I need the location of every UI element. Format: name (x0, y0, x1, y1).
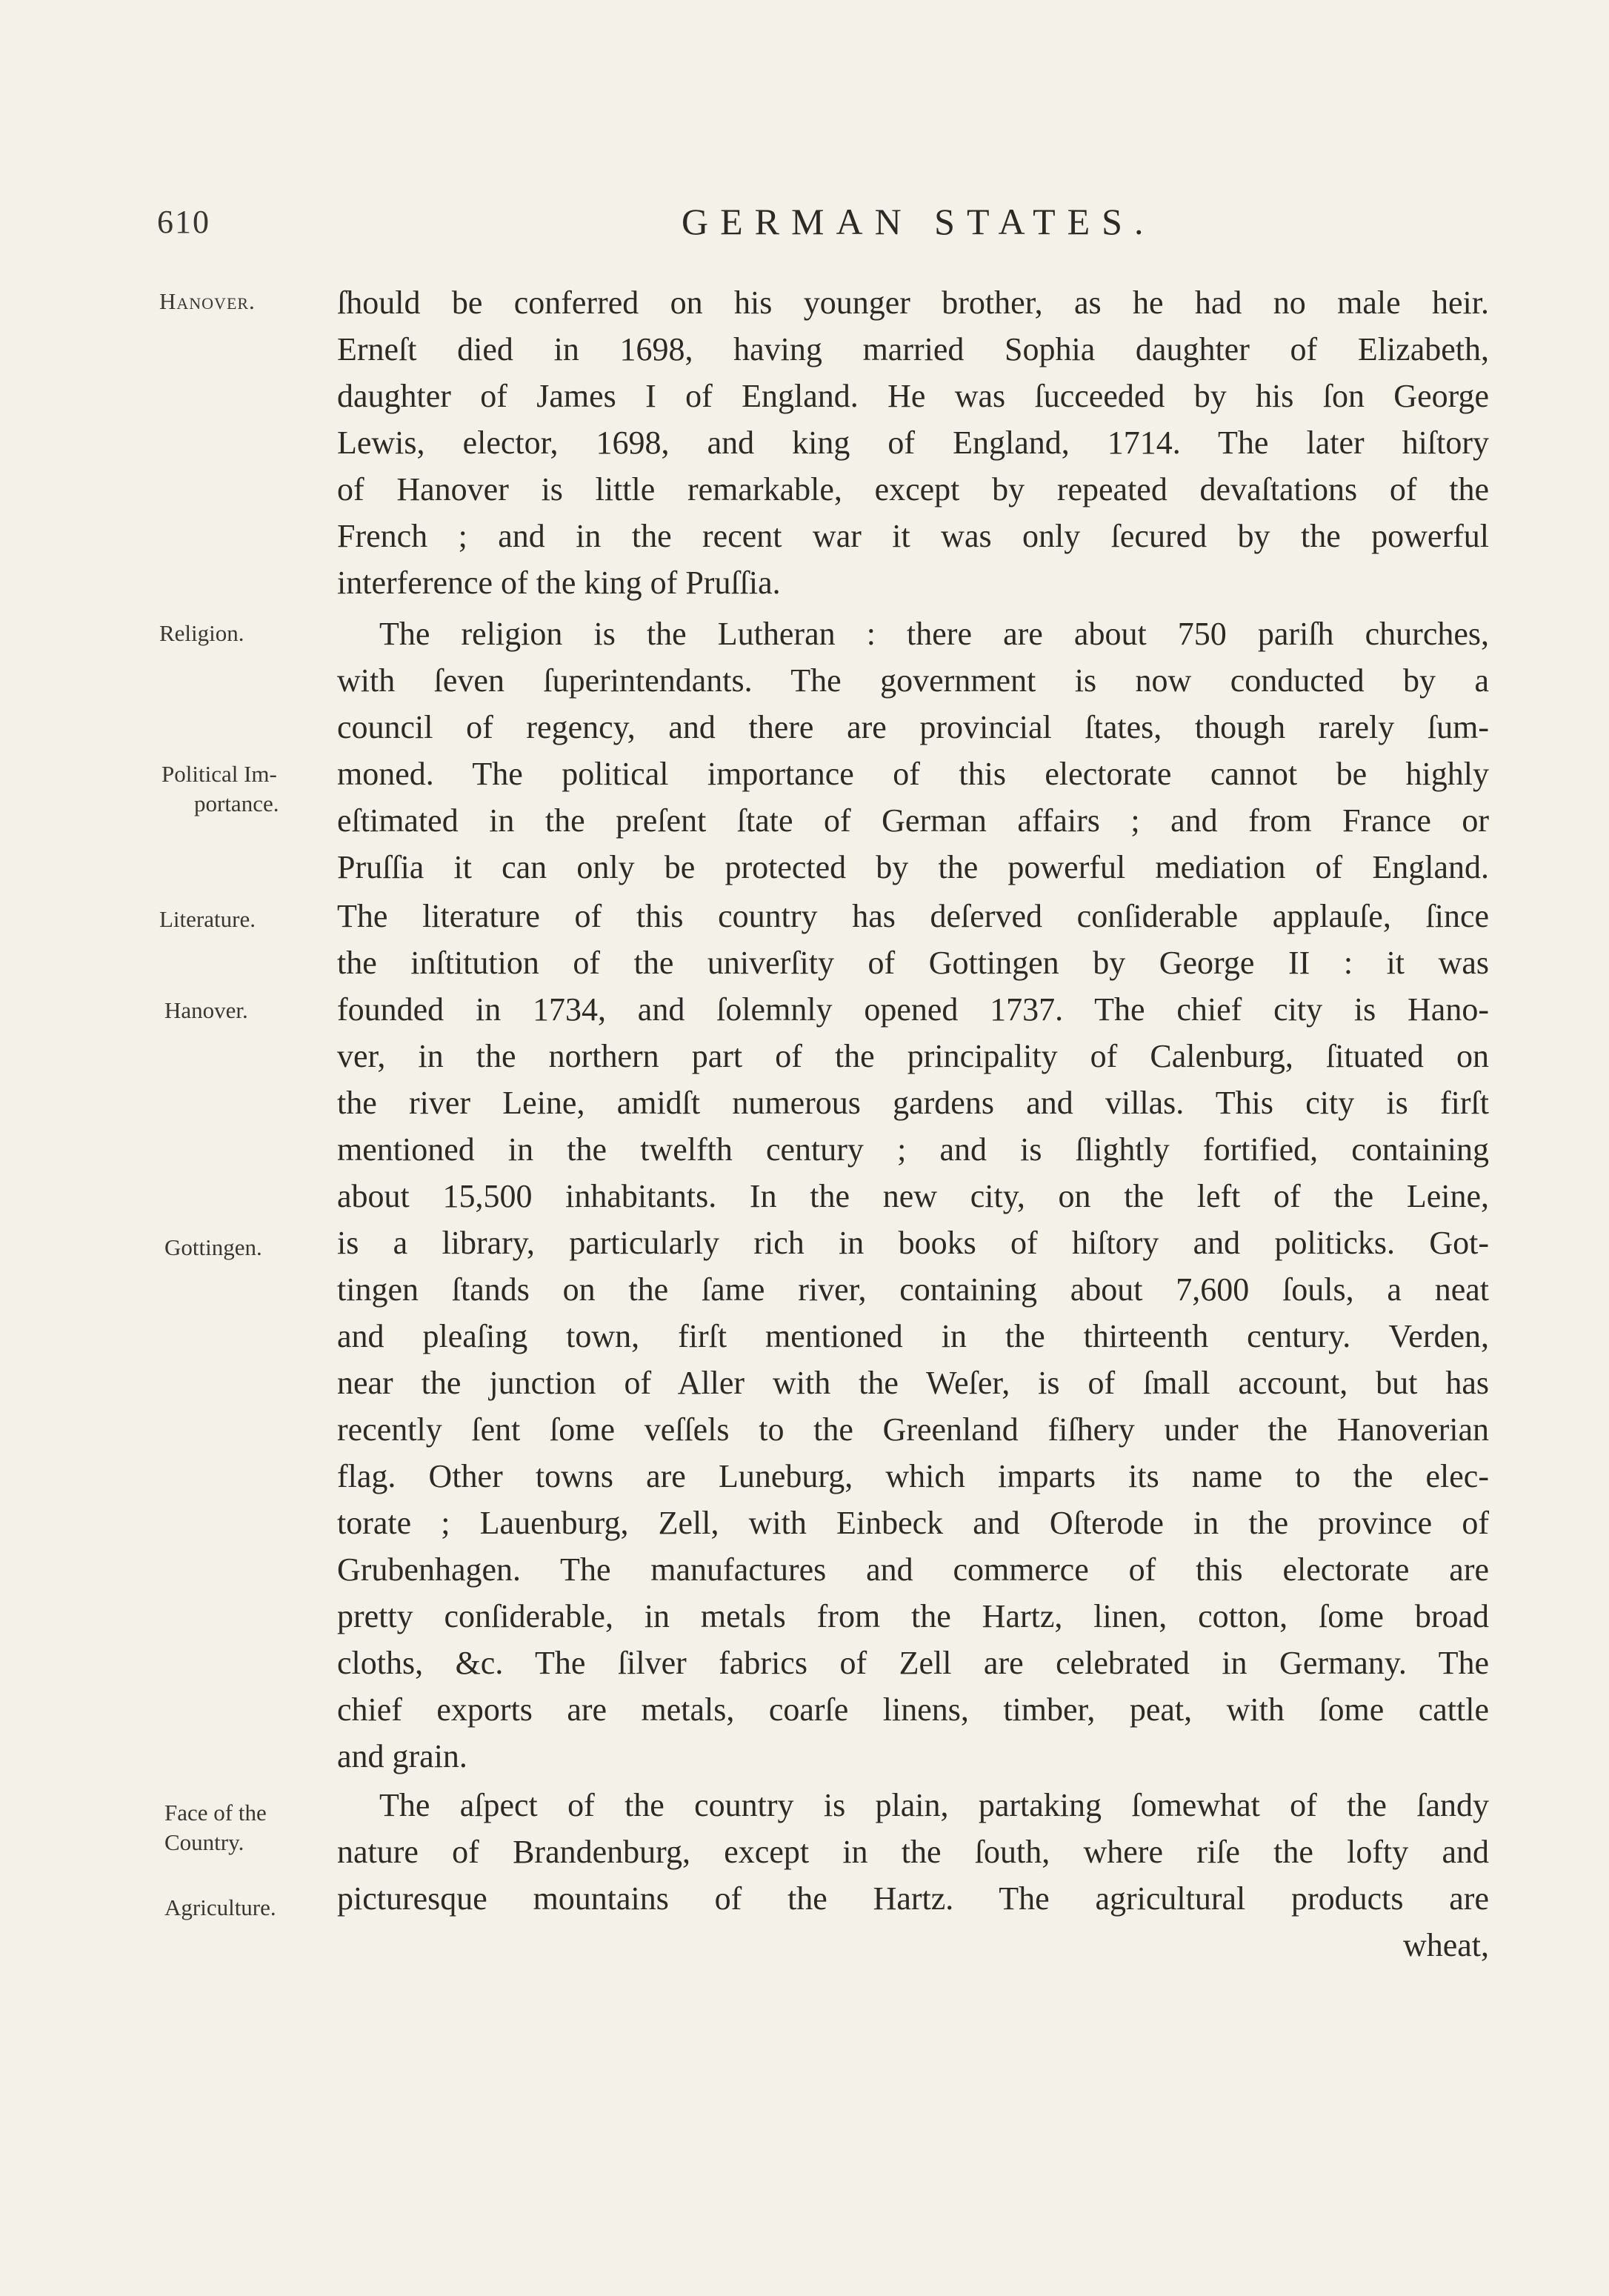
margin-note-hanover: Hanover. (159, 288, 256, 314)
margin-note-agriculture: Agriculture. (164, 1894, 276, 1920)
body-line: The religion is the Lutheran : there are about 750 pariſh churches, (379, 616, 1489, 652)
body-line: Pruſſia it can only be protected by the powerful mediation of England. (337, 849, 1489, 885)
body-line: founded in 1734, and ſolemnly opened 1737. The chief city is Hano- (337, 991, 1489, 1028)
body-line: recently ſent ſome veſſels to the Greenland fiſhery under the Hanoverian (337, 1411, 1489, 1448)
body-line: torate ; Lauenburg, Zell, with Einbeck and Oſterode in the province of (337, 1505, 1489, 1541)
margin-note-gottingen: Gottingen. (164, 1234, 262, 1260)
margin-note-hanover-city: Hanover. (164, 997, 248, 1023)
body-line: eſtimated in the preſent ſtate of German affairs ; and from France or (337, 802, 1489, 839)
body-line: chief exports are metals, coarſe linens, timber, peat, with ſome cattle (337, 1691, 1489, 1728)
body-line: ſhould be conferred on his younger brother, as he had no male heir. (337, 284, 1489, 321)
body-line: Lewis, elector, 1698, and king of England, 1714. The later hiſtory (337, 425, 1489, 461)
body-line: of Hanover is little remarkable, except by repeated devaſtations of the (337, 471, 1489, 508)
body-line: ver, in the northern part of the principality of Calenburg, ſituated on (337, 1038, 1489, 1074)
body-line: moned. The political importance of this electorate cannot be highly (337, 756, 1489, 792)
body-line: French ; and in the recent war it was only ſecured by the powerful (337, 518, 1489, 554)
body-line: Erneſt died in 1698, having married Sophia daughter of Elizabeth, (337, 331, 1489, 367)
body-line: the river Leine, amidſt numerous gardens and villas. This city is firſt (337, 1085, 1489, 1121)
body-line: with ſeven ſuperintendants. The government is now conducted by a (337, 662, 1489, 699)
body-line: The literature of this country has deſerved conſiderable applauſe, ſince (337, 898, 1489, 934)
body-line: council of regency, and there are provincial ſtates, though rarely ſum- (337, 709, 1489, 745)
margin-note-political-importance-2: portance. (194, 791, 279, 816)
margin-note-literature: Literature. (159, 906, 256, 932)
body-line: Grubenhagen. The manufactures and commerce of this electorate are (337, 1551, 1489, 1588)
body-line: pretty conſiderable, in metals from the Hartz, linen, cotton, ſome broad (337, 1598, 1489, 1634)
running-head: GERMAN STATES. (682, 201, 1156, 242)
body-line: near the junction of Aller with the Weſer, is of ſmall account, but has (337, 1365, 1489, 1401)
body-line: mentioned in the twelfth century ; and is ſlightly fortified, containing (337, 1131, 1489, 1168)
body-line: interference of the king of Pruſſia. (337, 565, 781, 601)
margin-note-face-of-country-1: Face of the (164, 1800, 267, 1826)
body-line: daughter of James I of England. He was ſucceeded by his ſon George (337, 378, 1489, 414)
body-line: about 15,500 inhabitants. In the new city, on the left of the Leine, (337, 1178, 1489, 1214)
body-line: flag. Other towns are Luneburg, which imparts its name to the elec- (337, 1458, 1489, 1494)
body-line: the inſtitution of the univerſity of Gottingen by George II : it was (337, 945, 1489, 981)
body-line: nature of Brandenburg, except in the ſouth, where riſe the lofty and (337, 1834, 1489, 1870)
body-line: and grain. (337, 1738, 467, 1774)
margin-note-political-importance-1: Political Im- (161, 761, 277, 787)
catchword: wheat, (1402, 1927, 1489, 1963)
margin-note-religion: Religion. (159, 620, 244, 646)
page-number: 610 (157, 204, 210, 240)
margin-note-face-of-country-2: Country. (164, 1829, 244, 1855)
body-line: picturesque mountains of the Hartz. The agricultural products are (337, 1880, 1489, 1917)
body-line: cloths, &c. The ſilver fabrics of Zell are celebrated in Germany. The (337, 1645, 1489, 1681)
body-line: is a library, particularly rich in books of hiſtory and politicks. Got- (337, 1225, 1489, 1261)
body-line: The aſpect of the country is plain, partaking ſomewhat of the ſandy (379, 1787, 1489, 1823)
body-line: and pleaſing town, firſt mentioned in the thirteenth century. Verden, (337, 1318, 1489, 1354)
body-line: tingen ſtands on the ſame river, containing about 7,600 ſouls, a neat (337, 1271, 1489, 1308)
